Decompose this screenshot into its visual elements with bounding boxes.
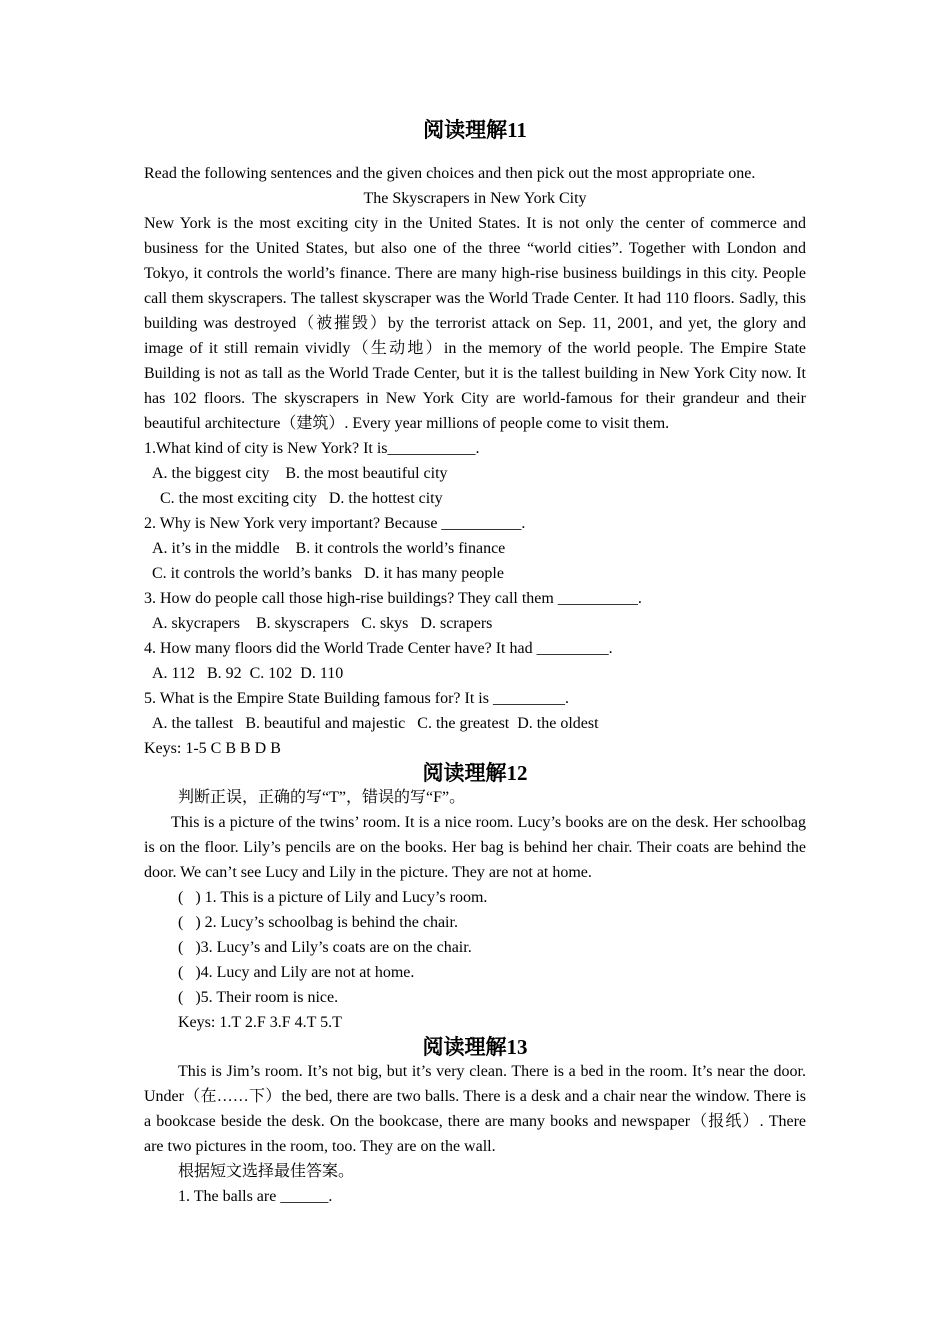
question-4: 4. How many floors did the World Trade Center have? It had _________. (144, 640, 613, 657)
question-1-options-cd: C. the most exciting city D. the hottest city (160, 490, 443, 507)
tf-item-5: ( )5. Their room is nice. (178, 989, 339, 1006)
answer-keys-11: Keys: 1-5 C B B D B (144, 740, 281, 757)
question-3: 3. How do people call those high-rise buildings? They call them __________. (144, 590, 642, 607)
question-3-options: A. skycrapers B. skyscrapers C. skys D. scrapers (152, 615, 493, 632)
instruction-11: Read the following sentences and the given choices and then pick out the most appropriate one. (144, 165, 756, 182)
question-2-options-ab: A. it’s in the middle B. it controls the world’s finance (152, 540, 506, 557)
tf-item-2: ( ) 2. Lucy’s schoolbag is behind the chair. (178, 914, 458, 931)
section-title-13: 阅读理解13 (422, 1035, 528, 1059)
instruction-12: 判断正误，正确的写“T”，错误的写“F”。 (178, 789, 466, 806)
passage-11: New York is the most exciting city in the United States. It is not only the center of commerce and business for the United States, but also one of the three “world cities”. Together with London and Tokyo, it controls the world’s finance. There are many high-rise business buildings in this city. People call them skyscrapers. The tallest skyscraper was the World Trade Center. It had 110 floors. Sadly, this building was destroyed（被摧毁）by the terrorist attack on Sep. 11, 2001, and yet, the glory and image of it still remain vividly（生动地）in the memory of the world people. The Empire State Building is not as tall as the World Trade Center, but it is the tallest building in New York City now. It has 102 floors. The skyscrapers in New York City are world-famous for their grandeur and their beautiful architecture（建筑）. Every year millions of people come to visit them. (144, 215, 806, 432)
passage-12: This is a picture of the twins’ room. It is a nice room. Lucy’s books are on the desk. Her schoolbag is on the floor. Lily’s pencils are on the books. Her bag is behind her chair. Their coats are behind the door. We can’t see Lucy and Lily in the picture. They are not at home. (144, 814, 806, 881)
passage-title-11: The Skyscrapers in New York City (363, 190, 587, 207)
question-1-options-ab: A. the biggest city B. the most beautiful city (152, 465, 448, 482)
section-title-11: 阅读理解11 (423, 118, 527, 142)
passage-13: This is Jim’s room. It’s not big, but it’s very clean. There is a bed in the room. It’s near the door. Under（在……下）the bed, there are two balls. There is a desk and a chair near the window. There is a bookcase beside the desk. On the bookcase, there are many books and newspaper（报纸）. There are two pictures in the room, too. They are on the wall. (144, 1063, 806, 1155)
instruction-13: 根据短文选择最佳答案。 (178, 1163, 355, 1180)
document-page (144, 118, 806, 1209)
tf-item-1: ( ) 1. This is a picture of Lily and Lucy’s room. (178, 889, 488, 906)
section-title-12: 阅读理解12 (422, 761, 528, 785)
answer-keys-12: Keys: 1.T 2.F 3.F 4.T 5.T (178, 1014, 342, 1031)
question-4-options: A. 112 B. 92 C. 102 D. 110 (152, 665, 344, 682)
question-5: 5. What is the Empire State Building famous for? It is _________. (144, 690, 569, 707)
question-5-options: A. the tallest B. beautiful and majestic C. the greatest D. the oldest (152, 715, 599, 732)
question-2-options-cd: C. it controls the world’s banks D. it has many people (152, 565, 504, 582)
tf-item-4: ( )4. Lucy and Lily are not at home. (178, 964, 415, 981)
question-1: 1.What kind of city is New York? It is___________. (144, 440, 480, 457)
question-13-1: 1. The balls are ______. (178, 1188, 333, 1205)
question-2: 2. Why is New York very important? Because __________. (144, 515, 526, 532)
tf-item-3: ( )3. Lucy’s and Lily’s coats are on the chair. (178, 939, 472, 956)
